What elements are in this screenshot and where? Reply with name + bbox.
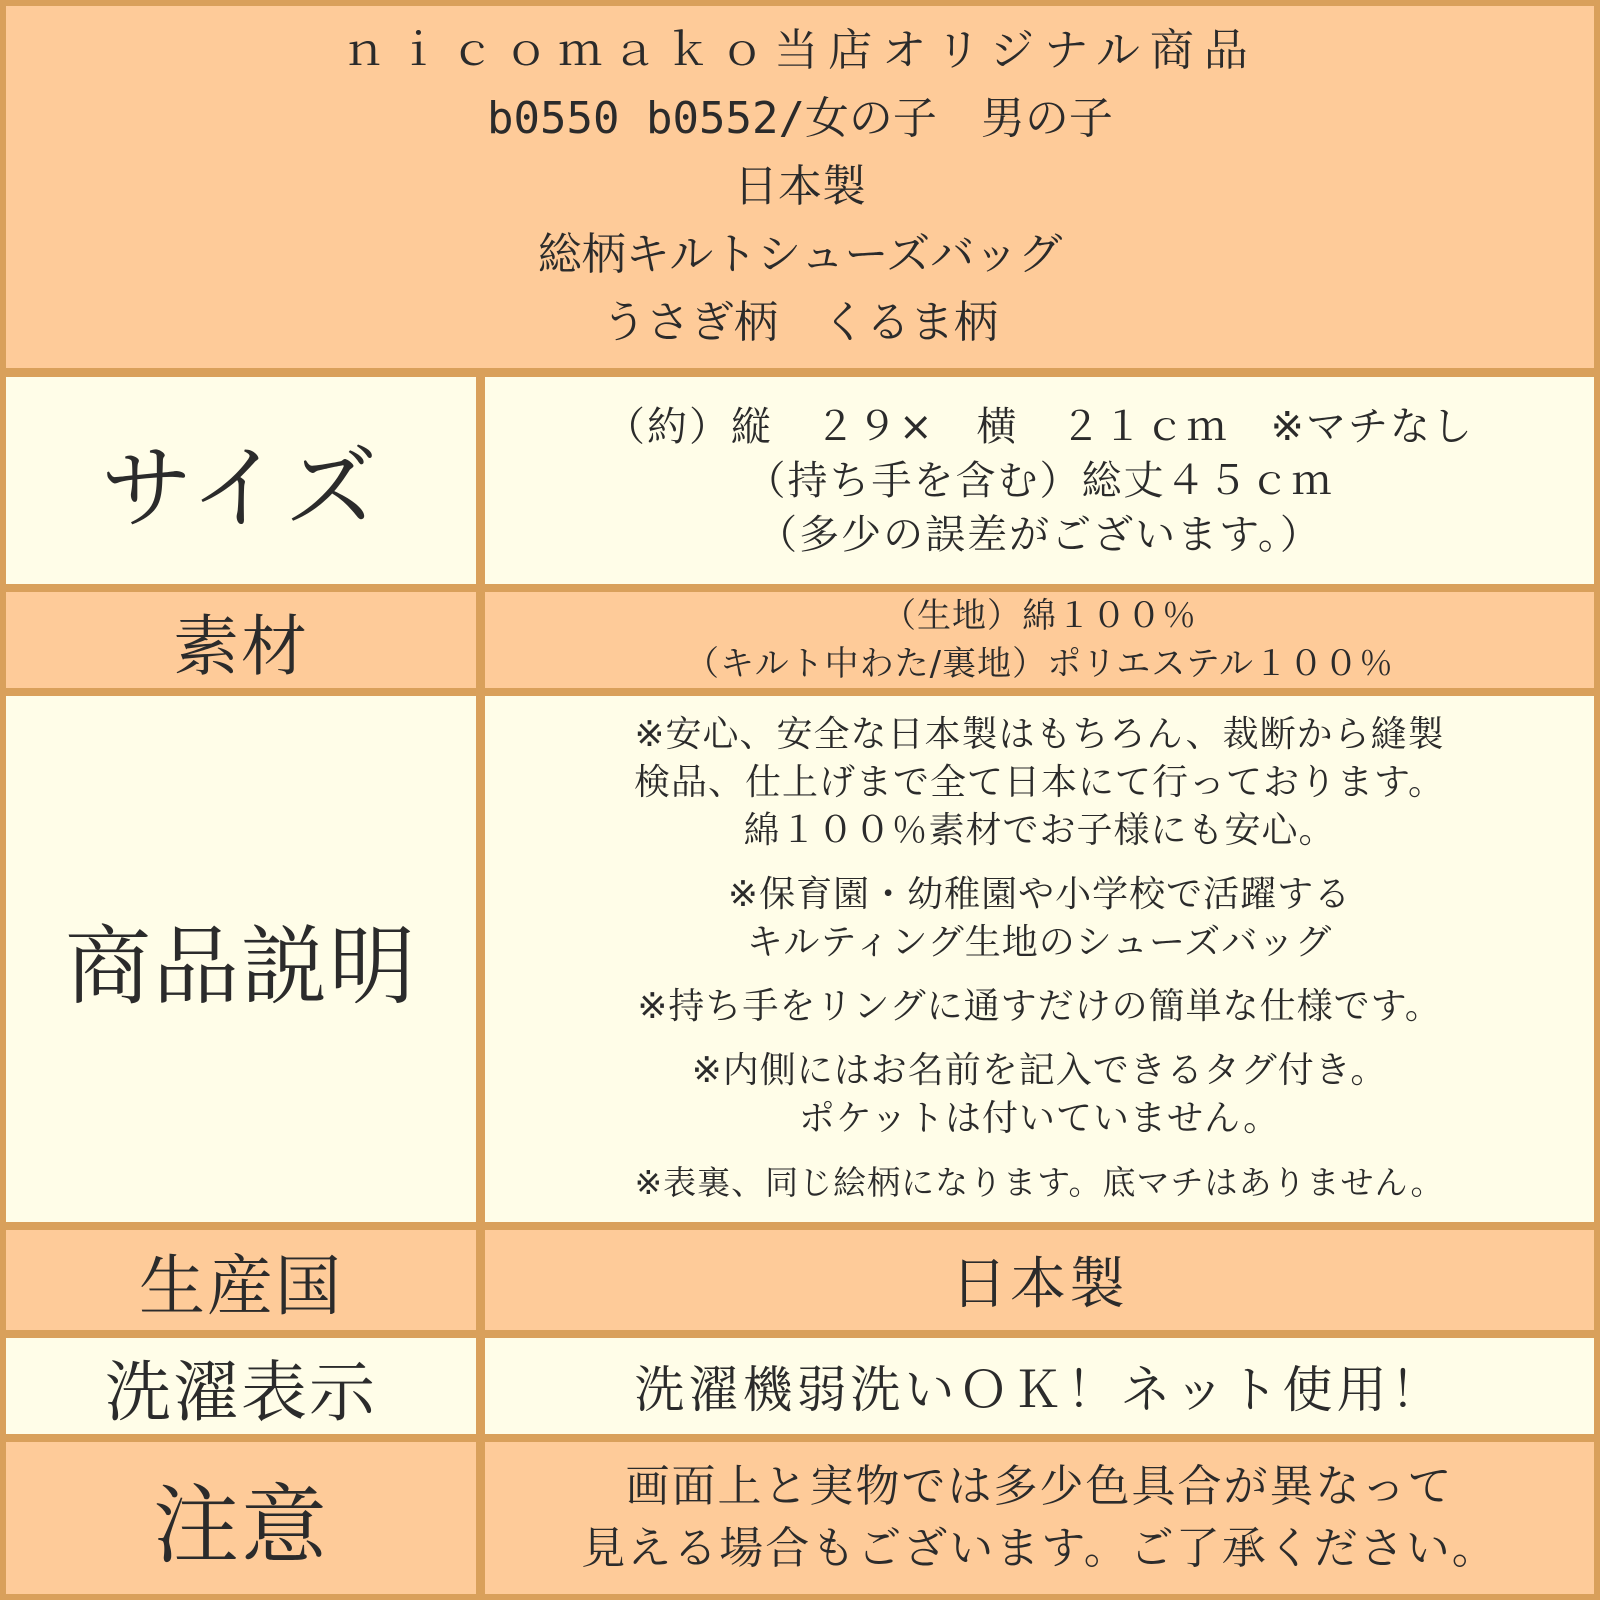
description-block	[692, 1047, 1388, 1143]
washing-value-cell	[485, 1338, 1594, 1434]
description-line: 検品、仕上げまで全て日本にて行っております。	[633, 762, 1446, 803]
description-line: ※内側にはお名前を記入できるタグ付き。	[691, 1050, 1388, 1091]
description-line: ※安心、安全な日本製はもちろん、裁断から縫製	[634, 714, 1445, 755]
description-line: キルティング生地のシューズバッグ	[746, 922, 1333, 963]
size-label-cell	[6, 377, 476, 584]
description-block	[637, 983, 1442, 1031]
description-line: ※表裏、同じ絵柄になります。底マチはありません。	[634, 1163, 1445, 1202]
size-line: （約）縦 ２９× 横 ２１ｃｍ ※マチなし	[604, 403, 1475, 450]
material-value-cell	[485, 592, 1594, 688]
notice-label-cell	[6, 1442, 476, 1594]
notice-line: 画面上と実物では多少色具合が異なって	[625, 1461, 1454, 1512]
notice-value-cell	[485, 1442, 1594, 1594]
description-label-cell	[6, 696, 476, 1222]
description-block	[728, 871, 1351, 967]
washing-label: 洗濯表示	[105, 1353, 377, 1431]
description-line: ※保育園・幼稚園や小学校で活躍する	[727, 874, 1352, 915]
description-block	[635, 1159, 1445, 1207]
size-value-cell	[485, 377, 1594, 584]
description-value-cell	[485, 696, 1594, 1222]
country-value-cell	[485, 1230, 1594, 1330]
size-line: （持ち手を含む）総丈４５ｃｍ	[745, 457, 1334, 504]
size-line: （多少の誤差がございます。）	[757, 511, 1322, 558]
header-made-in: 日本製	[734, 161, 866, 212]
country-value: 日本製	[951, 1252, 1128, 1317]
description-line: ※持ち手をリングに通すだけの簡単な仕様です。	[637, 986, 1442, 1027]
notice-line: 見える場合もございます。ご了承ください。	[581, 1523, 1498, 1574]
header-product-codes: b0550 b0552/女の子 男の子	[487, 93, 1113, 144]
country-label: 生産国	[139, 1247, 343, 1325]
washing-value: 洗濯機弱洗いＯＫ！ネット使用！	[634, 1361, 1445, 1419]
material-label: 素材	[173, 607, 309, 685]
material-label-cell	[6, 592, 476, 688]
description-label: 商品説明	[65, 917, 417, 1017]
description-line: 綿１００％素材でお子様にも安心。	[743, 810, 1336, 851]
washing-label-cell	[6, 1338, 476, 1434]
header-brand-line: ｎｉｃｏｍａｋｏ当店オリジナル商品	[342, 25, 1258, 76]
header-product-name: 総柄キルトシューズバッグ	[537, 229, 1063, 280]
country-label-cell	[6, 1230, 476, 1330]
size-label: サイズ	[100, 434, 382, 542]
notice-label: 注意	[153, 1476, 329, 1576]
material-line: （生地）綿１００％	[882, 596, 1197, 636]
description-block	[634, 711, 1445, 855]
description-line: ポケットは付いていません。	[798, 1098, 1281, 1139]
material-line: （キルト中わた/裏地）ポリエステル１００％	[684, 644, 1395, 684]
header-patterns: うさぎ柄 くるま柄	[602, 297, 998, 348]
header-panel	[6, 6, 1594, 368]
